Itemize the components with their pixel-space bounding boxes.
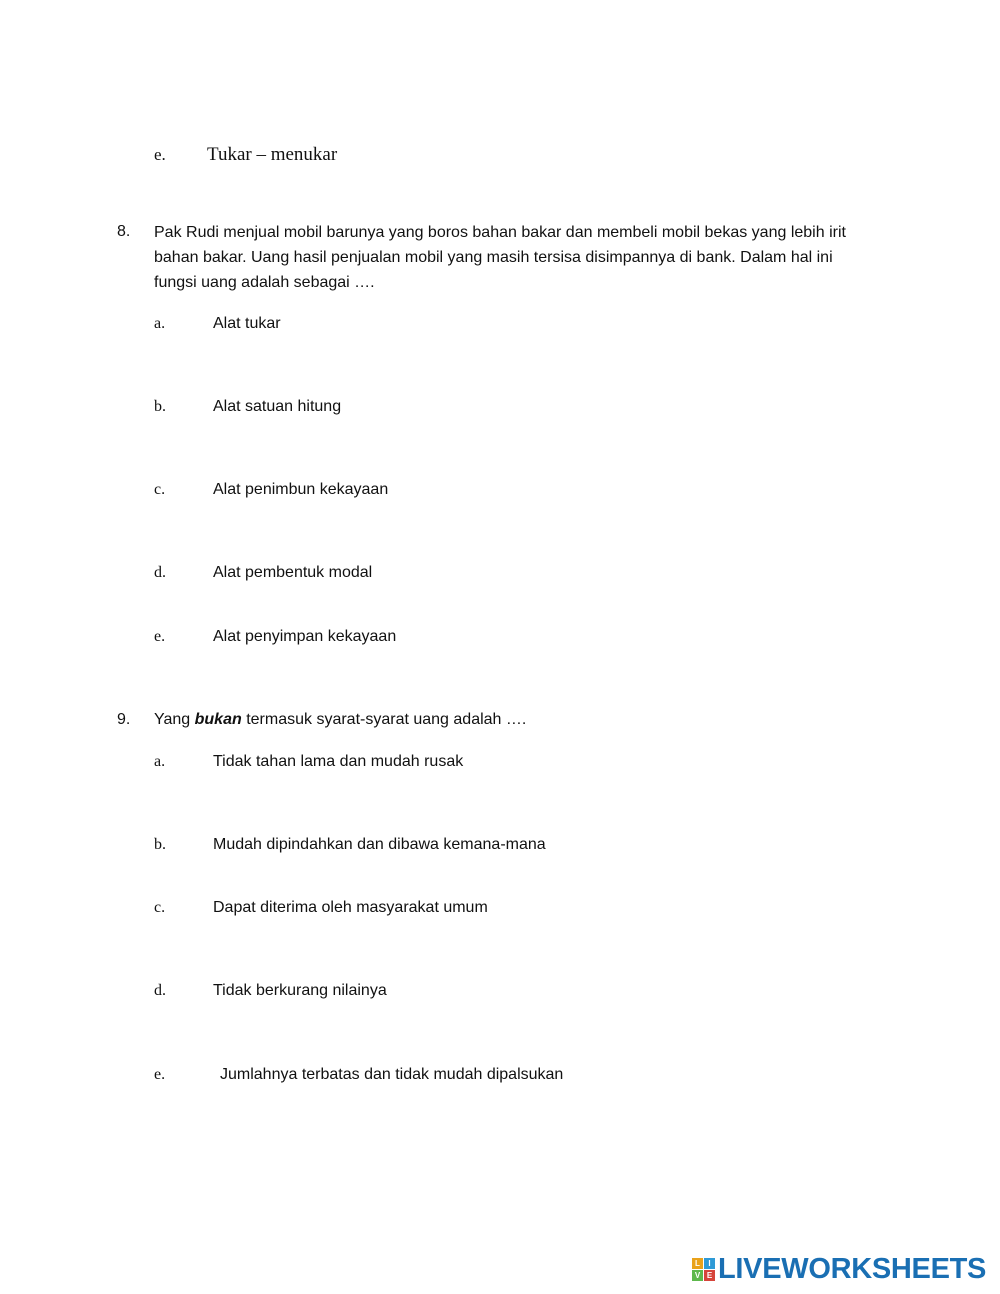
q8-option-d[interactable]: Alat pembentuk modal	[213, 564, 373, 581]
q8-question	[154, 220, 874, 295]
q9-option-d-letter: d.	[154, 982, 166, 999]
logo-icon-e: E	[704, 1270, 715, 1281]
q8-option-a-letter: a.	[154, 315, 166, 332]
logo-wordmark: LIVEWORKSHEETS	[718, 1252, 987, 1285]
logo-icon-v: V	[692, 1270, 703, 1281]
q8-option-e-letter: e.	[154, 628, 166, 645]
q9-question	[154, 711, 526, 729]
q8-option-e[interactable]: Alat penyimpan kekayaan	[213, 628, 397, 645]
logo-icon	[692, 1258, 715, 1281]
q8-line-3: fungsi uang adalah sebagai ….	[154, 274, 375, 291]
q8-line-1: Pak Rudi menjual mobil barunya yang boros bahan bakar dan membeli mobil bekas yang lebih irit	[154, 224, 846, 241]
q8-option-b[interactable]: Alat satuan hitung	[213, 398, 342, 415]
q8-option-c[interactable]: Alat penimbun kekayaan	[213, 481, 389, 498]
q9-option-a[interactable]: Tidak tahan lama dan mudah rusak	[213, 753, 464, 770]
q9-number: 9.	[117, 711, 131, 728]
q7-option-e-letter: e.	[154, 145, 166, 164]
q8-option-b-letter: b.	[154, 398, 166, 415]
q9-option-b-letter: b.	[154, 836, 166, 853]
q9-option-a-letter: a.	[154, 753, 166, 770]
q8-option-a[interactable]: Alat tukar	[213, 315, 281, 332]
logo-icon-i: I	[704, 1258, 715, 1269]
q7-option-e-text: Tukar – menukar	[207, 144, 338, 165]
q9-option-b[interactable]: Mudah dipindahkan dan dibawa kemana-mana	[213, 836, 546, 853]
q9-option-c-letter: c.	[154, 899, 166, 916]
q8-option-d-letter: d.	[154, 564, 166, 581]
q9-question-emphasis: bukan	[194, 711, 242, 728]
liveworksheets-logo	[692, 1254, 986, 1284]
q9-question-suffix: termasuk syarat-syarat uang adalah ….	[241, 711, 527, 728]
q8-number: 8.	[117, 223, 131, 240]
q9-question-prefix: Yang	[154, 711, 195, 728]
q8-line-2: bahan bakar. Uang hasil penjualan mobil yang masih tersisa disimpannya di bank. Dalam hal ini	[154, 249, 833, 266]
logo-icon-l: L	[692, 1258, 703, 1269]
q9-option-e[interactable]: Jumlahnya terbatas dan tidak mudah dipalsukan	[220, 1066, 564, 1083]
q9-option-e-letter: e.	[154, 1066, 166, 1083]
q9-option-d[interactable]: Tidak berkurang nilainya	[213, 982, 387, 999]
q8-option-c-letter: c.	[154, 481, 166, 498]
q9-option-c[interactable]: Dapat diterima oleh masyarakat umum	[213, 899, 488, 916]
